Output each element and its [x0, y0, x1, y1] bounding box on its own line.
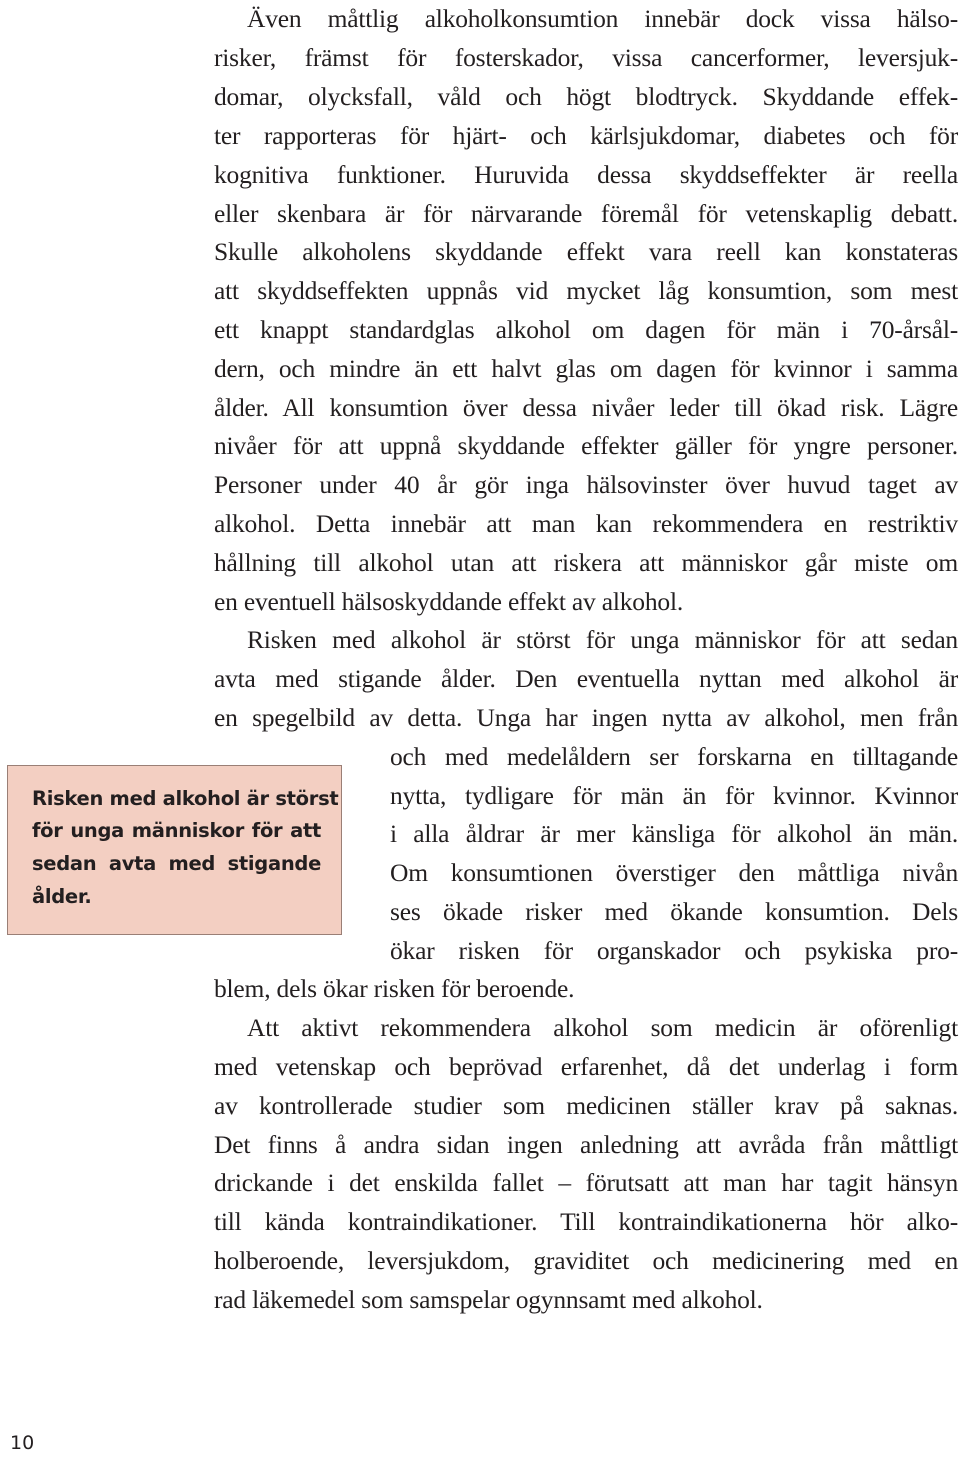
text-line: holberoende, leversjukdom, graviditet och medicinering med en — [214, 1246, 958, 1275]
text-line: drickande i det enskilda fallet – förutsatt att man har tagit hänsyn — [214, 1168, 958, 1197]
text-line: blem, dels ökar risken för beroende. — [214, 974, 575, 1003]
text-line: av kontrollerade studier som medicinen ställer krav på saknas. — [214, 1091, 958, 1120]
text-line: i alla åldrar är mer känsliga för alkohol än män. — [390, 819, 958, 848]
text-line: Att aktivt rekommendera alkohol som medicin är oförenligt — [247, 1013, 958, 1042]
text-line: hållning till alkohol utan att riskera att människor går miste om — [214, 548, 958, 577]
text-line: Risken med alkohol är störst för unga människor för att sedan — [247, 625, 958, 654]
pull-quote-line: sedan avta med stigande — [32, 852, 321, 875]
text-line: rad läkemedel som samspelar ogynnsamt med alkohol. — [214, 1285, 763, 1314]
text-line: Skulle alkoholens skyddande effekt vara reell kan konstateras — [214, 237, 958, 266]
text-line: och med medelåldern ser forskarna en tilltagande — [390, 742, 958, 771]
text-line: ter rapporteras för hjärt- och kärlsjukdomar, diabetes och för — [214, 121, 958, 150]
text-line: alkohol. Detta innebär att man kan rekommendera en restriktiv — [214, 509, 958, 538]
text-line: Även måttlig alkoholkonsumtion innebär dock vissa hälso- — [247, 4, 958, 33]
text-line: risker, främst för fosterskador, vissa cancerformer, leversjuk- — [214, 43, 958, 72]
text-line: domar, olycksfall, våld och högt blodtryck. Skyddande effek- — [214, 82, 958, 111]
text-line: nytta, tydligare för män än för kvinnor. Kvinnor — [390, 781, 958, 810]
text-line: Personer under 40 år gör inga hälsovinster över huvud taget av — [214, 470, 958, 499]
text-line: en eventuell hälsoskyddande effekt av alkohol. — [214, 587, 684, 616]
text-line: till kända kontraindikationer. Till kontraindikationerna hör alko- — [214, 1207, 958, 1236]
text-line: nivåer för att uppnå skyddande effekter gäller för yngre personer. — [214, 431, 958, 460]
text-line: ökar risken för organskador och psykiska pro- — [390, 936, 958, 965]
text-line: Det finns å andra sidan ingen anledning att avråda från måttligt — [214, 1130, 958, 1159]
text-line: eller skenbara är för närvarande föremål för vetenskaplig debatt. — [214, 199, 958, 228]
pull-quote-line: ålder. — [32, 885, 92, 908]
pull-quote-box — [7, 765, 342, 935]
text-line: ses ökade risker med ökande konsumtion. Dels — [390, 897, 958, 926]
pull-quote-line: för unga människor för att — [32, 819, 321, 842]
pull-quote-line: Risken med alkohol är störst — [32, 787, 339, 810]
text-line: ålder. All konsumtion över dessa nivåer leder till ökad risk. Lägre — [214, 393, 958, 422]
text-line: dern, och mindre än ett halvt glas om dagen för kvinnor i samma — [214, 354, 958, 383]
text-line: Om konsumtionen överstiger den måttliga nivån — [390, 858, 958, 887]
page-number: 10 — [10, 1432, 35, 1454]
text-line: ett knappt standardglas alkohol om dagen för män i 70-årsål- — [214, 315, 958, 344]
text-line: avta med stigande ålder. Den eventuella nyttan med alkohol är — [214, 664, 958, 693]
text-line: med vetenskap och beprövad erfarenhet, då det underlag i form — [214, 1052, 958, 1081]
text-line: en spegelbild av detta. Unga har ingen nytta av alkohol, men från — [214, 703, 958, 732]
text-line: att skyddseffekten uppnås vid mycket låg konsumtion, som mest — [214, 276, 958, 305]
text-line: kognitiva funktioner. Huruvida dessa skyddseffekter är reella — [214, 160, 958, 189]
